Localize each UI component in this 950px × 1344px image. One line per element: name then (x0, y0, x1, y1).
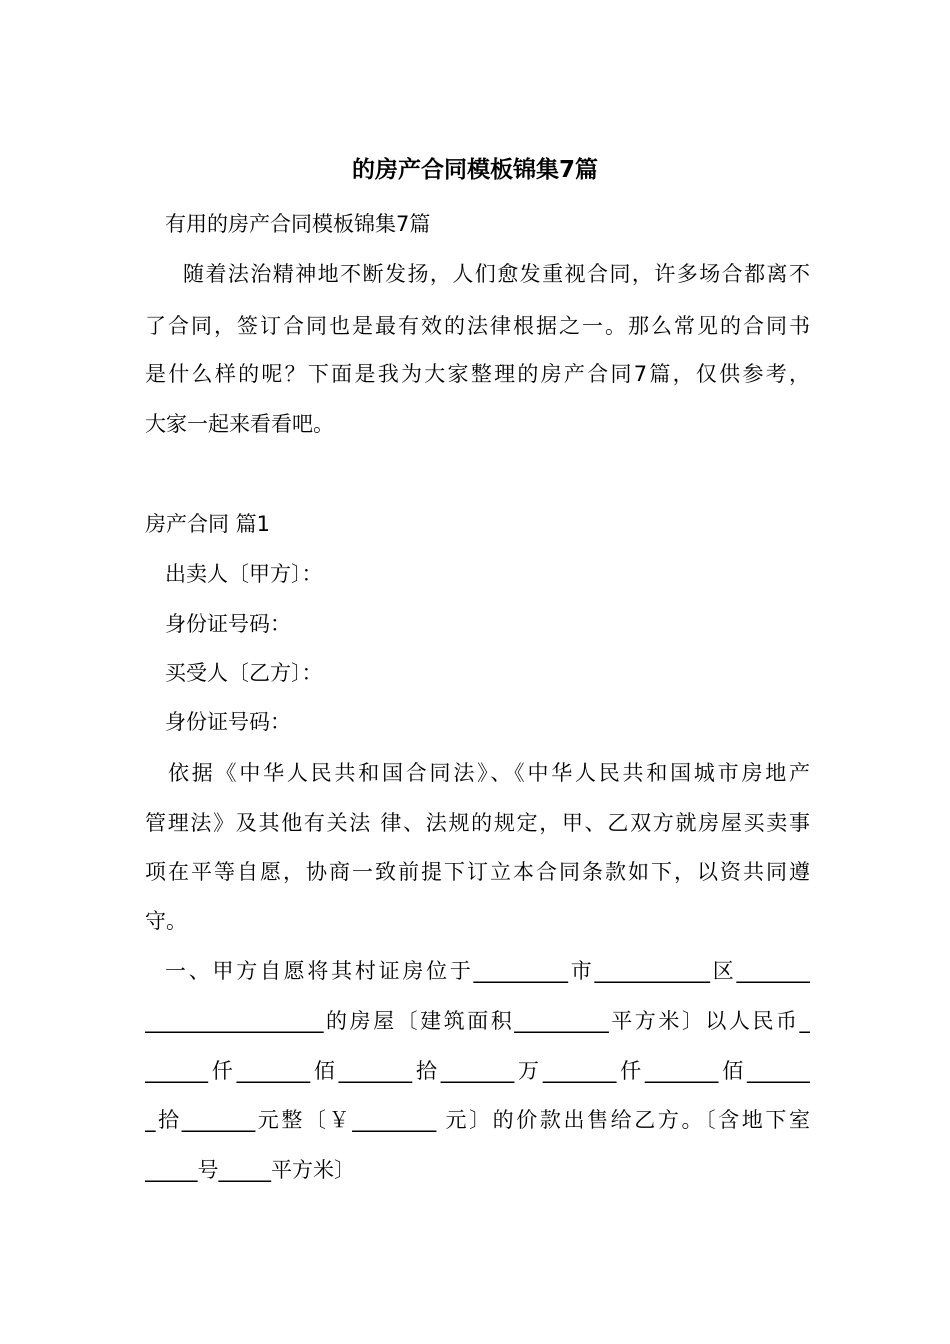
basis-line: 管理法》及其他有关法 律、法规的规定，甲、乙双方就房屋买卖事 (145, 811, 810, 835)
field-label: 身份证号码： (165, 710, 291, 734)
intro-line: 大家一起来看看吧。 (145, 412, 334, 436)
clause-line: ______仟_______佰_______拾_______万_______仟_______佰______ (145, 1059, 810, 1083)
basis-line: 守。 (145, 909, 187, 933)
intro-line: 了合同，签订合同也是最有效的法律根据之一。那么常见的合同书 (145, 314, 810, 338)
field-label: 出卖人〔甲方〕： (165, 562, 323, 586)
basis-line: 依据《中华人民共和国合同法》、《中华人民共和国城市房地产 (168, 761, 810, 785)
clause-line: 一、甲方自愿将其村证房位于_________市___________区_______ (165, 959, 810, 983)
intro-line: 是什么样的呢？下面是我为大家整理的房产合同7篇，仅供参考， (145, 362, 810, 386)
basis-line: 项在平等自愿，协商一致前提下订立本合同条款如下，以资共同遵 (145, 860, 810, 884)
clause-line: _________________的房屋〔建筑面积_________平方米〕以人民币_ (145, 1009, 810, 1033)
document-subtitle: 有用的房产合同模板锦集7篇 (165, 212, 431, 236)
field-label: 身份证号码： (165, 612, 291, 636)
clause-line: _拾_______元整〔￥________ 元〕的价款出售给乙方。〔含地下室 (145, 1108, 810, 1132)
document-title: 的房产合同模板锦集7篇 (351, 157, 598, 183)
field-label: 买受人〔乙方〕： (165, 661, 323, 685)
clause-line: _____号_____平方米〕 (145, 1158, 355, 1182)
section-heading: 房产合同 篇1 (145, 512, 271, 536)
intro-line: 随着法治精神地不断发扬，人们愈发重视合同，许多场合都离不 (183, 262, 810, 286)
